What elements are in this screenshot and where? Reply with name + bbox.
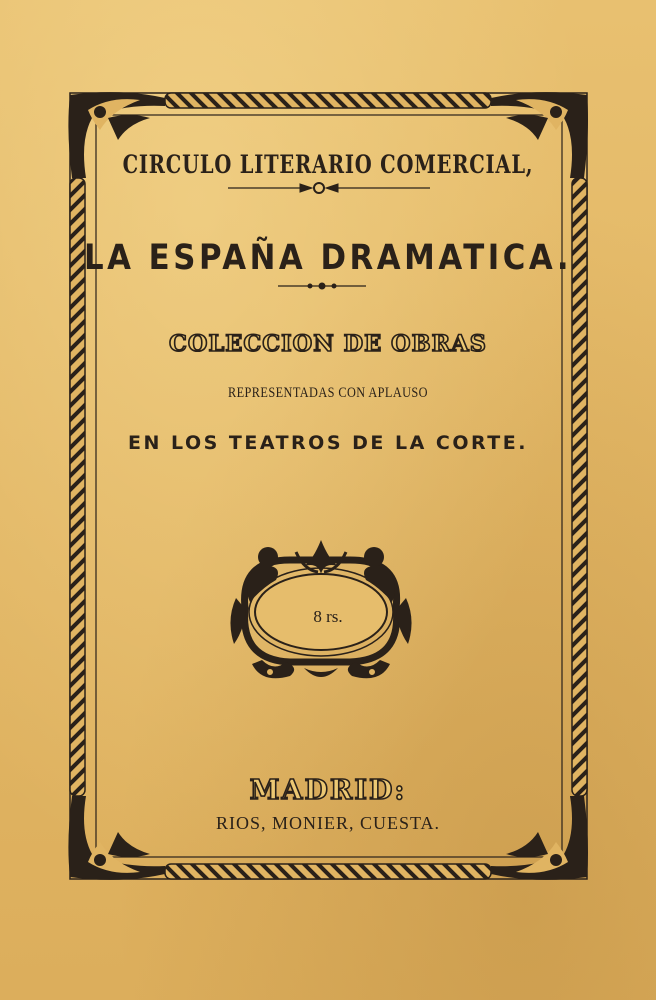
price-label: 8 rs. (313, 607, 343, 626)
rule-under-title (278, 283, 366, 289)
city-label: MADRID: (249, 775, 407, 806)
theatres-line: EN LOS TEATROS DE LA CORTE. (128, 432, 528, 454)
page-title: LA ESPAÑA DRAMATICA. (83, 238, 573, 278)
rule-under-society (228, 183, 430, 193)
subtitle: REPRESENTADAS CON APLAUSO (228, 385, 428, 401)
publishers-label: RIOS, MONIER, CUESTA. (215, 813, 441, 833)
collection-heading: COLECCION DE OBRAS (169, 331, 487, 357)
corner-ornament-bottom-left (68, 796, 165, 880)
society-name: CIRCULO LITERARIO COMERCIAL, (122, 150, 534, 179)
corner-ornament-bottom-right (491, 796, 588, 880)
